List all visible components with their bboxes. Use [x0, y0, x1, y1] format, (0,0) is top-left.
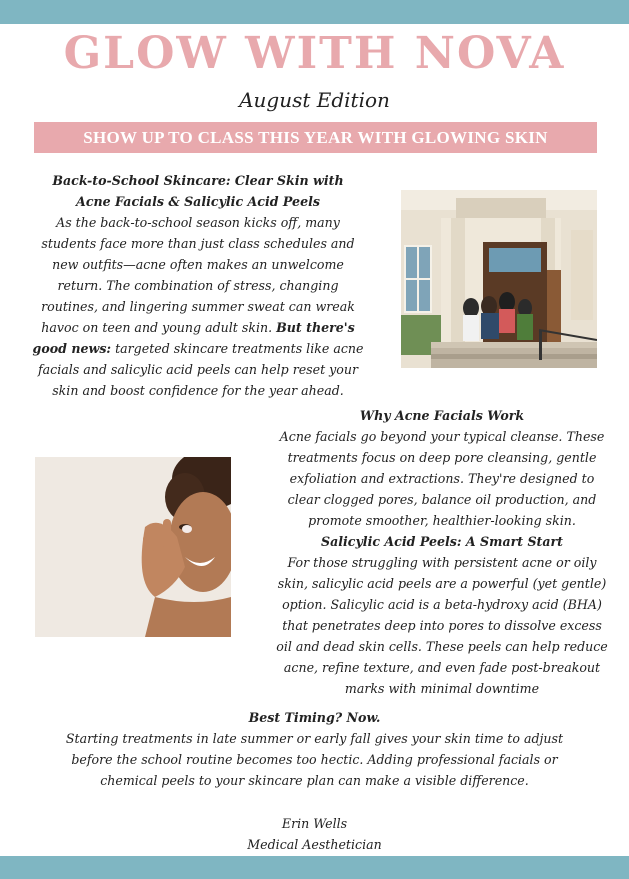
peels-line: marks with minimal downtime	[344, 681, 540, 696]
facials-line: treatments focus on deep pore cleansing, gentle	[287, 450, 597, 465]
facials-line: exfoliation and extractions. They're designed to	[289, 471, 595, 486]
intro-line: return. The combination of stress, changing	[57, 278, 339, 293]
timing-line: before the school routine becomes too hectic. Adding professional facials or	[71, 752, 558, 767]
edition-label: August Edition	[239, 88, 390, 112]
headline-banner: SHOW UP TO CLASS THIS YEAR WITH GLOWING SKIN	[34, 122, 597, 153]
timing-line: chemical peels to your skincare plan can make a visible difference.	[100, 773, 529, 788]
intro-line-with-bold	[8, 317, 388, 338]
author-name: Erin Wells	[281, 816, 348, 831]
intro-line: students face more than just class schedules and	[41, 236, 355, 251]
intro-section	[8, 170, 388, 401]
facials-line: Acne facials go beyond your typical cleanse. These	[279, 429, 605, 444]
author-role: Medical Aesthetician	[247, 837, 382, 852]
top-color-bar	[0, 0, 629, 24]
peels-line: that penetrates deep into pores to dissolve excess	[282, 618, 602, 633]
intro-heading-line-1: Back-to-School Skincare: Clear Skin with	[52, 173, 344, 188]
good-news-bold-1: But there's	[276, 320, 355, 335]
intro-line: targeted skincare treatments like acne	[115, 341, 364, 356]
facials-line: clear clogged pores, balance oil production, and	[287, 492, 597, 507]
peels-line: For those struggling with persistent acne or oily	[287, 555, 597, 570]
intro-heading-line-2: Acne Facials & Salicylic Acid Peels	[76, 194, 320, 209]
timing-line: Starting treatments in late summer or early fall gives your skin time to adjust	[65, 731, 564, 746]
treatments-section	[258, 405, 626, 699]
peels-line: oil and dead skin cells. These peels can help reduce	[276, 639, 608, 654]
newsletter-title: GLOW WITH NOVA	[63, 28, 566, 79]
good-news-bold-2: good news:	[32, 341, 112, 356]
intro-line: havoc on teen and young adult skin.	[41, 320, 273, 335]
signature-block	[0, 813, 629, 855]
intro-line: routines, and lingering summer sweat can wreak	[41, 299, 355, 314]
timing-heading: Best Timing? Now.	[248, 710, 381, 725]
peels-line: skin, salicylic acid peels are a powerful (yet gentle)	[277, 576, 607, 591]
intro-line: new outfits—acne often makes an unwelcome	[52, 257, 344, 272]
facials-line: promote smoother, healthier-looking skin.	[308, 513, 576, 528]
intro-line-with-bold	[8, 338, 388, 359]
intro-line: As the back-to-school season kicks off, many	[56, 215, 340, 230]
intro-line: facials and salicylic acid peels can help reset your	[38, 362, 358, 377]
school-building-photo	[401, 190, 597, 368]
peels-line: option. Salicylic acid is a beta-hydroxy acid (BHA)	[282, 597, 602, 612]
peels-line: acne, refine texture, and even fade post-breakout	[283, 660, 601, 675]
bottom-color-bar	[0, 856, 629, 879]
facials-heading: Why Acne Facials Work	[359, 408, 525, 423]
peels-heading: Salicylic Acid Peels: A Smart Start	[320, 534, 563, 549]
timing-section	[0, 707, 629, 791]
woman-skincare-photo	[35, 457, 231, 637]
intro-line: skin and boost confidence for the year ahead.	[52, 383, 344, 398]
